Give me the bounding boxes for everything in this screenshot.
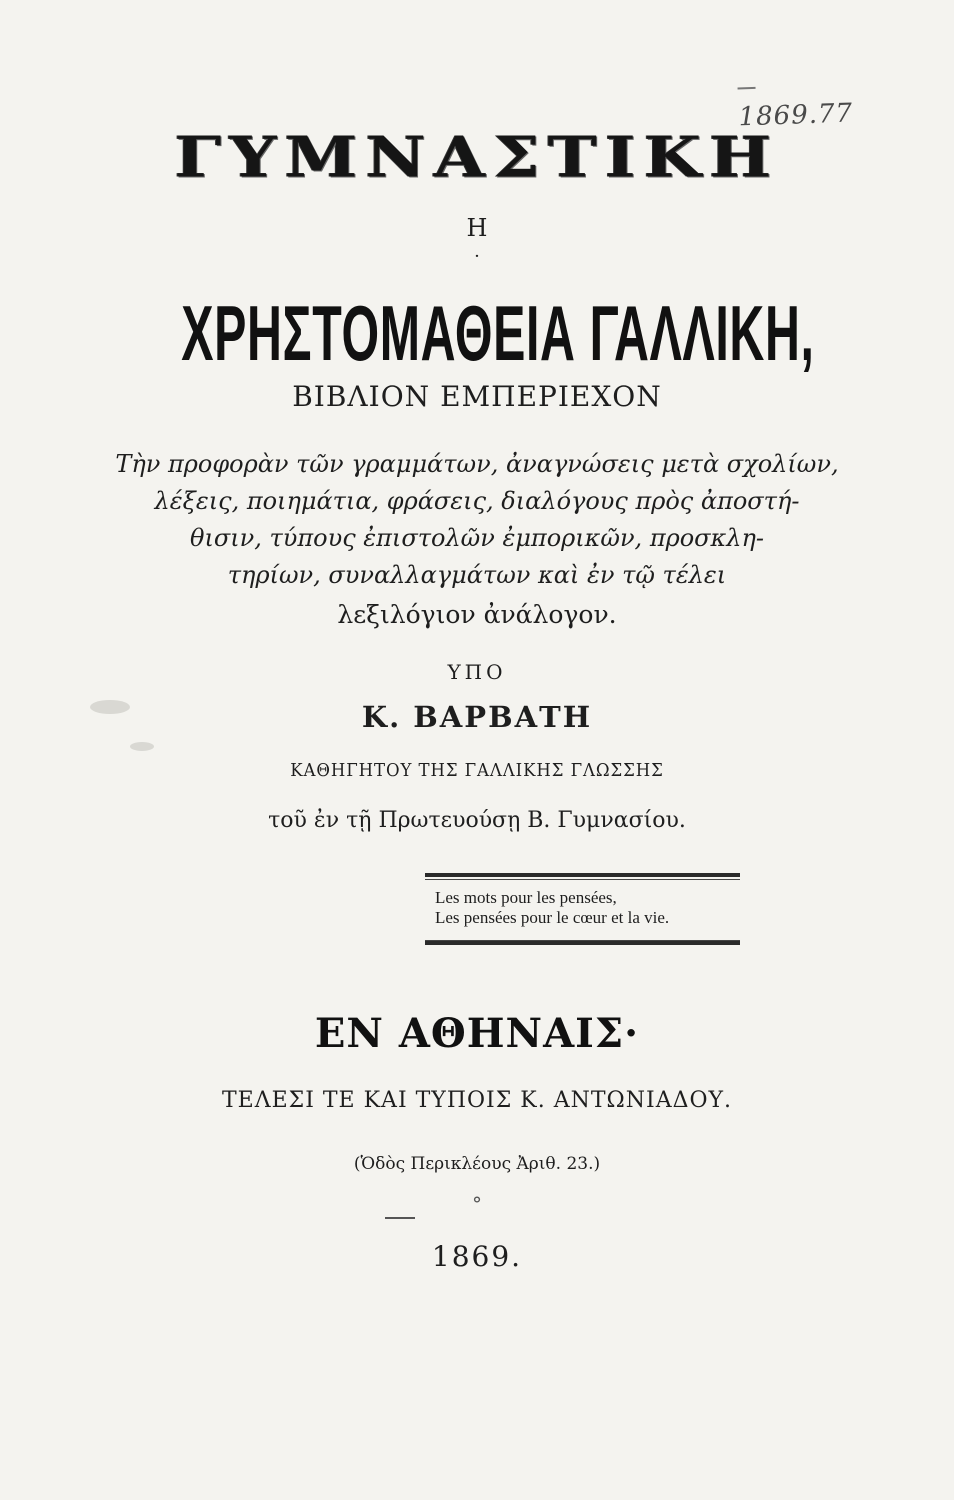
- printer-imprint: ΤΕΛΕΣΙ ΤΕ ΚΑΙ ΤΥΠΟΙΣ Κ. ΑΝΤΩΝΙΑΔΟΥ.: [221, 1088, 733, 1113]
- separator-dot: ·: [474, 246, 480, 267]
- ornament: °: [472, 1192, 482, 1216]
- paper-stain: [130, 742, 154, 751]
- main-title: ΧΡΗΣΤΟΜΑΘΕΙΑ ΓΑΛΛΙΚΗ,: [181, 289, 815, 377]
- shelfmark-text: 1869.77: [738, 98, 854, 133]
- city-imprint: ΕΝ ΑΘΗΝΑΙΣ·: [314, 1010, 640, 1057]
- printer-address: (Ὁδὸς Περικλέους Ἀριθ. 23.): [353, 1154, 601, 1174]
- subtitle: ΒΙΒΛΙΟΝ ΕΜΠΕΡΙΕΧΟΝ: [292, 380, 662, 413]
- rule-top: [425, 873, 740, 877]
- description-line: τηρίων, συναλλαγμάτων καὶ ἐν τῷ τέλει: [227, 561, 727, 589]
- by-label: ΥΠΟ: [447, 660, 507, 684]
- publication-year: 1869.: [431, 1240, 523, 1273]
- lexicon-line: λεξιλόγιον ἀνάλογον.: [337, 600, 617, 629]
- title-decorative: ΓΥΜΝΑΣΤΙΚΗ: [174, 123, 780, 191]
- conjunction: Η: [466, 214, 488, 242]
- motto-line: Les mots pour les pensées,: [435, 888, 617, 907]
- motto-box: [425, 873, 740, 945]
- motto-line: Les pensées pour le cœur et la vie.: [435, 908, 670, 927]
- rule-bottom: [425, 941, 740, 945]
- author-position: ΚΑΘΗΓΗΤΟΥ ΤΗΣ ΓΑΛΛΙΚΗΣ ΓΛΩΣΣΗΣ: [290, 760, 664, 781]
- shelfmark-annotation: [737, 68, 879, 133]
- description-line: λέξεις, ποιημάτια, φράσεις, διαλόγους πρὸς ἀποστή-: [154, 487, 800, 515]
- author-school: τοῦ ἐν τῇ Πρωτευούσῃ Β. Γυμνασίου.: [268, 808, 686, 833]
- description-line: Τὴν προφορὰν τῶν γραμμάτων, ἀναγνώσεις μετὰ σχολίων,: [115, 450, 839, 478]
- description-line: θισιν, τύπους ἐπιστολῶν ἐμπορικῶν, προσκλη-: [190, 524, 764, 552]
- description: [0, 446, 954, 594]
- dash: [738, 87, 756, 90]
- year-rule: [385, 1217, 415, 1219]
- author-name: Κ. ΒΑΡΒΑΤΗ: [361, 700, 593, 734]
